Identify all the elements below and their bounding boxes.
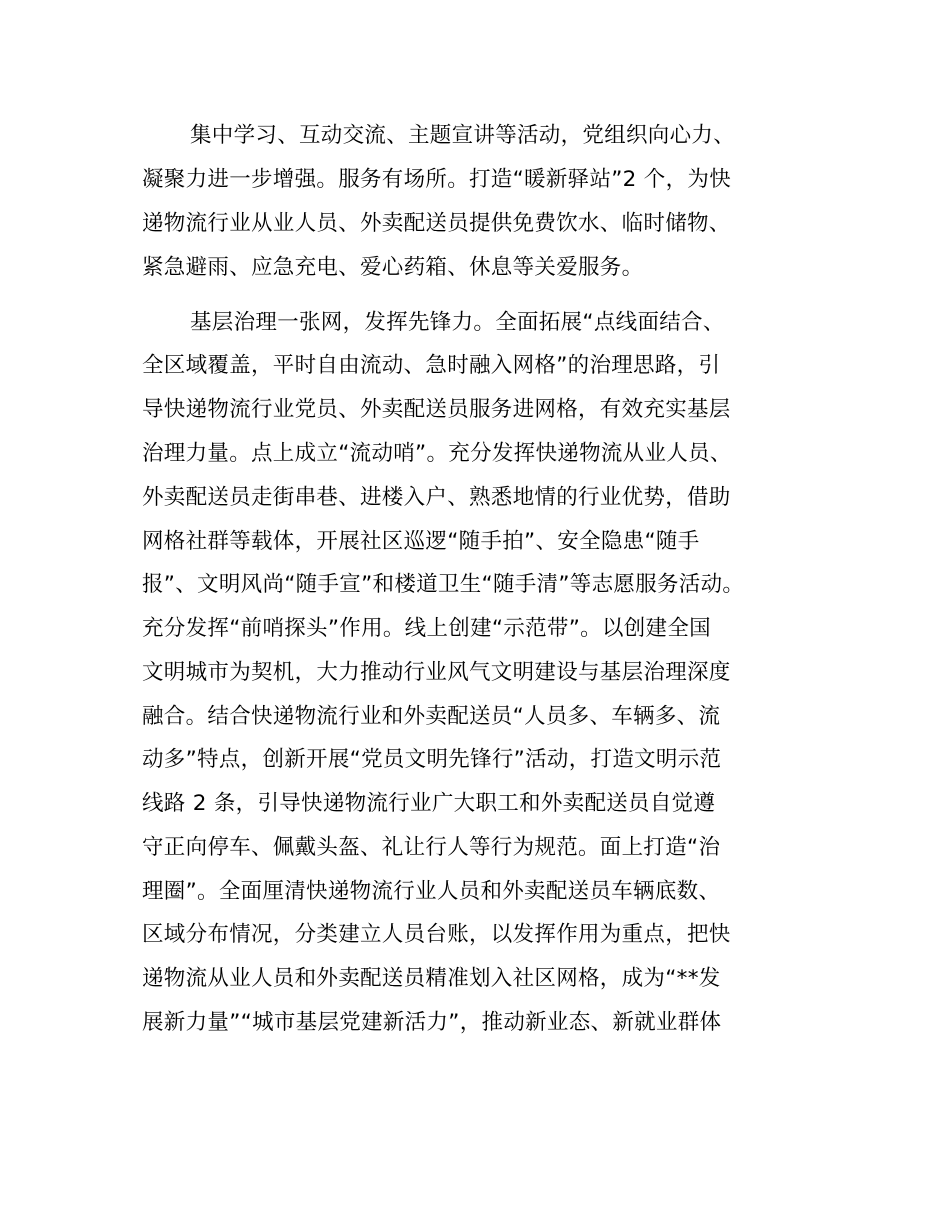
paragraph-line: 动多”特点，创新开展“党员文明先锋行”活动，打造文明示范 <box>142 747 722 772</box>
paragraph-line: 充分发挥“前哨探头”作用。线上创建“示范带”。以创建全国 <box>142 616 711 641</box>
paragraph-line: 凝聚力进一步增强。服务有场所。打造“暖新驿站”2 个，为快 <box>142 167 731 192</box>
paragraph-line: 导快递物流行业党员、外卖配送员服务进网格，有效充实基层 <box>142 397 731 422</box>
paragraph-line: 线路 2 条，引导快递物流行业广大职工和外卖配送员自觉遵 <box>142 791 716 816</box>
paragraph-line: 文明城市为契机，大力推动行业风气文明建设与基层治理深度 <box>142 660 731 685</box>
paragraph-line: 理圈”。全面厘清快递物流行业人员和外卖配送员车辆底数、 <box>142 879 721 904</box>
paragraph-line: 紧急避雨、应急充电、爱心药箱、休息等关爱服务。 <box>142 255 644 280</box>
paragraph-line: 递物流从业人员和外卖配送员精准划入社区网格，成为“**发 <box>142 966 721 991</box>
paragraph-line: 治理力量。点上成立“流动哨”。充分发挥快递物流从业人员、 <box>142 441 732 466</box>
paragraph-line: 融合。结合快递物流行业和外卖配送员“人员多、车辆多、流 <box>142 704 721 729</box>
paragraph-line: 基层治理一张网，发挥先锋力。全面拓展“点线面结合、 <box>190 310 725 335</box>
paragraph-line: 网格社群等载体，开展社区巡逻“随手拍”、安全隐患“随手 <box>142 529 700 554</box>
paragraph-line: 递物流行业从业人员、外卖配送员提供免费饮水、临时储物、 <box>142 211 731 236</box>
paragraph-line: 全区域覆盖，平时自由流动、急时融入网格”的治理思路，引 <box>142 353 721 378</box>
paragraph-line: 集中学习、互动交流、主题宣讲等活动，党组织向心力、 <box>190 123 736 148</box>
paragraph-line: 守正向停车、佩戴头盔、礼让行人等行为规范。面上打造“治 <box>142 835 721 860</box>
paragraph-line: 报”、文明风尚“随手宣”和楼道卫生“随手清”等志愿服务活动。 <box>142 572 745 597</box>
paragraph-line: 外卖配送员走街串巷、进楼入户、熟悉地情的行业优势，借助 <box>142 485 731 510</box>
paragraph-line: 展新力量”“城市基层党建新活力”，推动新业态、新就业群体 <box>142 1010 722 1035</box>
paragraph-line: 区域分布情况，分类建立人员台账，以发挥作用为重点，把快 <box>142 922 731 947</box>
